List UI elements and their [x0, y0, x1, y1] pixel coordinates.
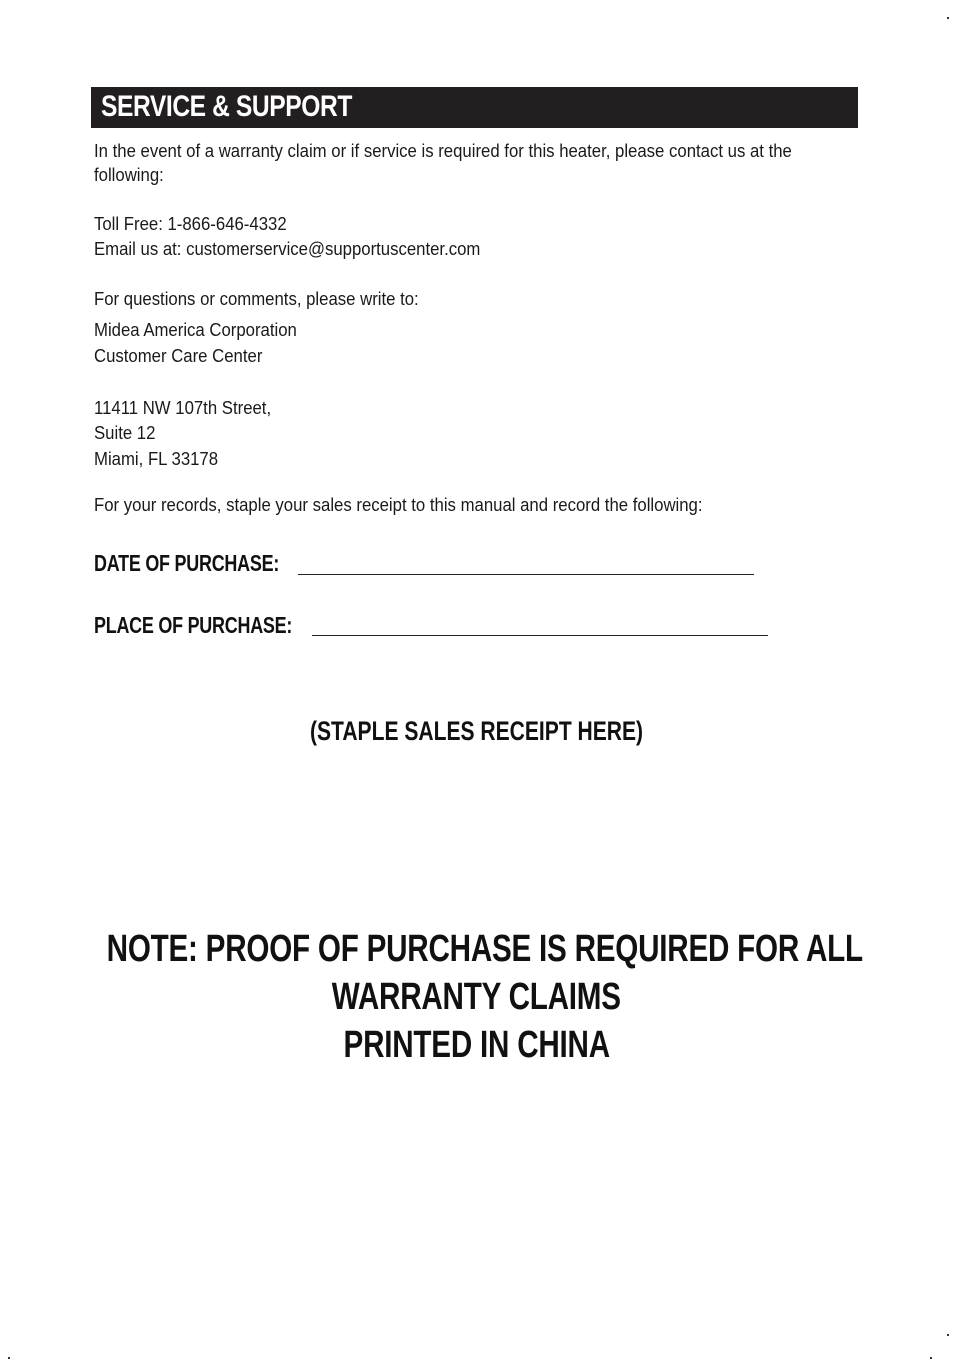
- toll-free-number: Toll Free: 1-866-646-4332: [94, 214, 287, 234]
- intro-text-line-2: following:: [94, 165, 164, 185]
- date-of-purchase-field[interactable]: [298, 574, 754, 575]
- company-name: Midea America Corporation: [94, 320, 297, 340]
- address-suite: Suite 12: [94, 423, 156, 443]
- department-name: Customer Care Center: [94, 346, 263, 366]
- printed-in-text: PRINTED IN CHINA: [343, 1024, 610, 1066]
- support-email: Email us at: customerservice@supportuscenter.com: [94, 239, 481, 259]
- printed-in-label: [0, 1024, 953, 1066]
- warranty-note-text-2: WARRANTY CLAIMS: [331, 976, 622, 1018]
- staple-receipt-note: [0, 716, 953, 746]
- write-to-prompt: For questions or comments, please write to:: [94, 289, 419, 309]
- records-instruction: For your records, staple your sales receipt to this manual and record the following:: [94, 495, 703, 515]
- warranty-note-line-1: [0, 928, 953, 970]
- intro-text-line-1: In the event of a warranty claim or if service is required for this heater, please contact us at the: [94, 141, 792, 161]
- page-corner-mark-top-right: [947, 17, 949, 19]
- page-corner-mark-bottom-right: [930, 1357, 932, 1359]
- page-corner-mark-bottom-left: [8, 1357, 10, 1359]
- address-city: Miami, FL 33178: [94, 449, 219, 469]
- place-of-purchase-label: PLACE OF PURCHASE:: [94, 612, 293, 638]
- date-of-purchase-label: DATE OF PURCHASE:: [94, 550, 280, 576]
- address-street: 11411 NW 107th Street,: [94, 398, 272, 418]
- warranty-note-line-2: [0, 976, 953, 1018]
- section-header-bar: [91, 87, 858, 128]
- warranty-note-text-1: NOTE: PROOF OF PURCHASE IS REQUIRED FOR ALL: [106, 928, 863, 970]
- staple-receipt-text: (STAPLE SALES RECEIPT HERE): [309, 716, 644, 746]
- place-of-purchase-field[interactable]: [312, 635, 768, 636]
- page-corner-mark-right: [947, 1334, 949, 1336]
- section-title: SERVICE & SUPPORT: [101, 90, 352, 123]
